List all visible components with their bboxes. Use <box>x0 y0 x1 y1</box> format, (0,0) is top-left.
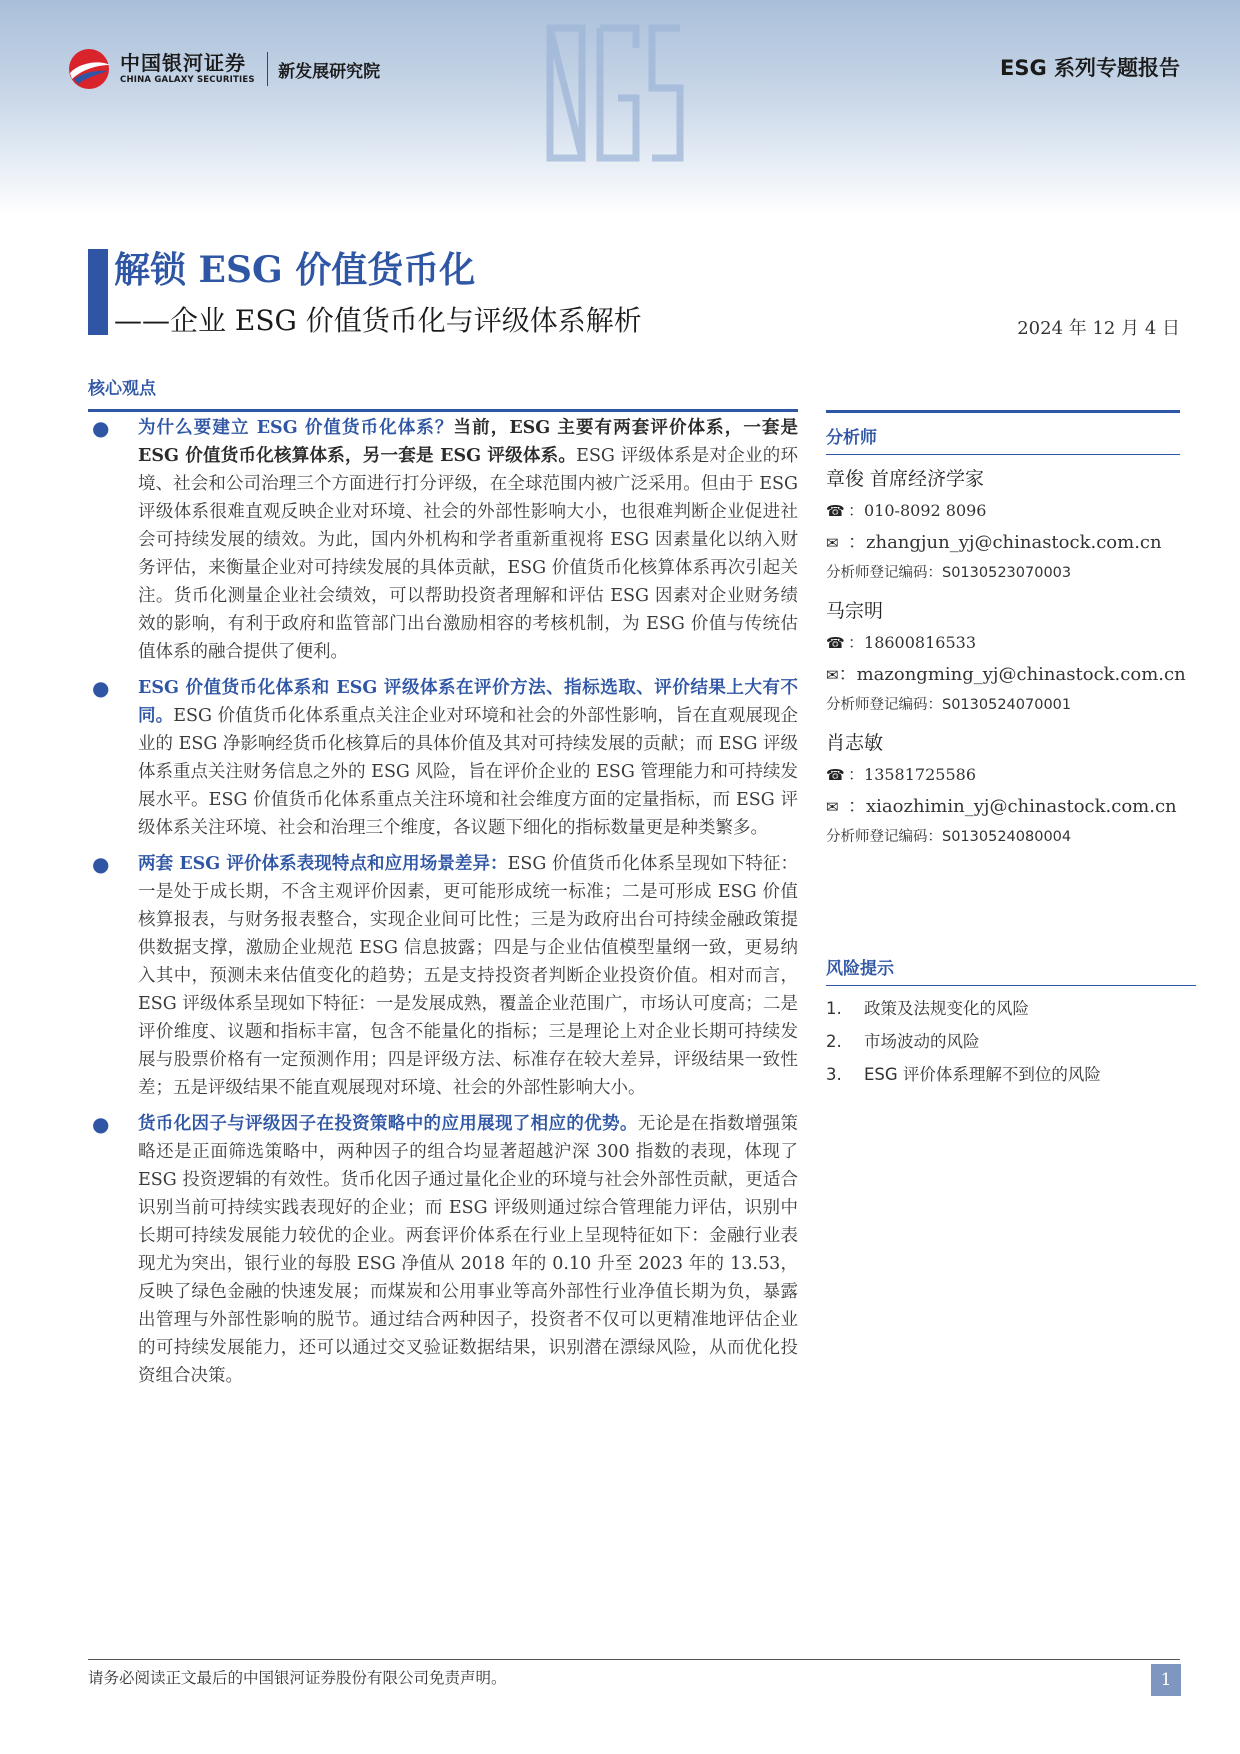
report-series: ESG 系列专题报告 <box>999 56 1180 80</box>
analyst-heading: 分析师 <box>826 413 1180 455</box>
institute-name: 新发展研究院 <box>278 61 381 82</box>
email-address[interactable]: xiaozhimin_yj@chinastock.com.cn <box>866 796 1177 817</box>
bullet-dot-icon: ● <box>92 676 110 700</box>
core-view-rule <box>88 409 798 412</box>
email-prefix: ： <box>838 664 857 685</box>
analyst-card <box>826 595 1186 719</box>
company-logo <box>66 46 380 92</box>
risk-text: 政策及法规变化的风险 <box>864 999 1029 1018</box>
logo-divider <box>267 52 269 86</box>
risk-number: 2. <box>826 1032 842 1051</box>
analyst-registration: 分析师登记编码：S0130524070001 <box>826 697 1072 713</box>
risk-text: ESG 评价体系理解不到位的风险 <box>864 1065 1101 1084</box>
email-prefix: ： <box>848 796 866 817</box>
email-icon: ✉ <box>826 534 839 552</box>
core-view-section <box>88 414 798 1398</box>
email-address[interactable]: zhangjun_yj@chinastock.com.cn <box>866 532 1162 553</box>
bullet-dot-icon: ● <box>92 416 110 440</box>
risk-item <box>826 992 1196 1025</box>
bullet-text <box>138 674 798 842</box>
risk-text: 市场波动的风险 <box>864 1032 980 1051</box>
phone-prefix: ： <box>848 765 865 784</box>
core-bullet <box>88 674 798 842</box>
footer-rule <box>88 1659 1180 1660</box>
bullet-text <box>138 1110 798 1390</box>
report-title: 解锁 ESG 价值货币化 <box>114 249 476 291</box>
analyst-card <box>826 463 1180 587</box>
analyst-phone <box>826 759 1180 791</box>
analyst-phone <box>826 495 1180 527</box>
galaxy-logo-icon <box>66 46 112 92</box>
core-bullet <box>88 414 798 666</box>
logo-english-name: CHINA GALAXY SECURITIES <box>120 75 255 85</box>
cgs-watermark-logo <box>540 8 700 168</box>
title-accent-bar <box>88 249 108 335</box>
bullet-dot-icon: ● <box>92 1112 110 1136</box>
email-prefix: ： <box>848 532 866 553</box>
risk-panel <box>826 944 1196 1091</box>
bullet-text <box>138 850 798 1102</box>
email-address[interactable]: mazongming_yj@chinastock.com.cn <box>856 664 1186 685</box>
analyst-email[interactable] <box>826 659 1186 691</box>
phone-icon: ☎ <box>826 502 845 520</box>
bullet-body: ESG 评级体系是对企业的环境、社会和公司治理三个方面进行打分评级，在全球范围内被广泛采用。但由于 ESG 评级体系很难直观反映企业对环境、社会的外部性影响大小，也很难判断企业促进社会可持续发展的绩效。为此，国内外机构和学者重新重视将 ESG 因素量化以纳入财务评估，来衡量企业对可持续发展的具体贡献，ESG 价值货币化核算体系再次引起关注。货币化测量企业社会绩效，可以帮助投资者理解和评估 ESG 因素对企业财务绩效的影响，有利于政府和监管部门出台激励相容的考核机制，为 ESG 价值与传统估值体系的融合提供了便利。 <box>138 446 798 662</box>
bullet-body: ESG 价值货币化体系呈现如下特征：一是处于成长期，不含主观评价因素，更可能形成统一标准；二是可形成 ESG 价值核算报表，与财务报表整合，实现企业间可比性；三是为政府出台可持续金融政策提供数据支撑，激励企业规范 ESG 信息披露；四是与企业估值模型量纲一致，更易纳入其中，预测未来估值变化的趋势；五是支持投资者判断企业投资价值。相对而言，ESG 评级体系呈现如下特征：一是发展成熟，覆盖企业范围广，市场认可度高；二是评价维度、议题和指标丰富，包含不能量化的指标；三是理论上对企业长期可持续发展与股票价格有一定预测作用；四是评级方法、标准存在较大差异，评级结果一致性差；五是评级结果不能直观展现对环境、社会的外部性影响大小。 <box>138 854 798 1098</box>
bullet-text <box>138 414 798 666</box>
bullet-dot-icon: ● <box>92 852 110 876</box>
core-view-heading: 核心观点 <box>88 379 156 399</box>
report-date: 2024 年 12 月 4 日 <box>1017 318 1180 339</box>
core-bullet <box>88 1110 798 1390</box>
analyst-name: 章俊 首席经济学家 <box>826 468 985 490</box>
bullet-emphasis: 当前，ESG 主要有两套评价体系，一套是 ESG 价值货币化核算体系，另一套是 ESG 评级体系。 <box>138 418 798 466</box>
bullet-lead: ESG 价值货币化体系和 ESG 评级体系在评价方法、指标选取、评价结果上大有不同。 <box>138 678 798 726</box>
phone-number: 13581725586 <box>864 765 976 784</box>
footer-disclaimer: 请务必阅读正文最后的中国银河证券股份有限公司免责声明。 <box>88 1669 507 1687</box>
phone-prefix: ： <box>848 633 865 652</box>
phone-number: 18600816533 <box>864 633 976 652</box>
bullet-lead: 货币化因子与评级因子在投资策略中的应用展现了相应的优势。 <box>138 1114 638 1134</box>
analyst-panel <box>826 410 1186 851</box>
page-number: 1 <box>1151 1664 1181 1696</box>
bullet-body: 无论是在指数增强策略还是正面筛选策略中，两种因子的组合均显著超越沪深 300 指数的表现，体现了 ESG 投资逻辑的有效性。货币化因子通过量化企业的环境与社会外部性贡献，更适合识别当前可持续实践表现好的企业；而 ESG 评级则通过综合管理能力评估，识别中长期可持续发展能力较优的企业。两套评价体系在行业上呈现特征如下：金融行业表现尤为突出，银行业的每股 ESG 净值从 2018 年的 0.10 升至 2023 年的 13.53，反映了绿色金融的快速发展；而煤炭和公用事业等高外部性行业净值长期为负，暴露出管理与外部性影响的脱节。通过结合两种因子，投资者不仅可以更精准地评估企业的可持续发展能力，还可以通过交叉验证数据结果，识别潜在漂绿风险，从而优化投资组合决策。 <box>138 1114 799 1386</box>
risk-item <box>826 1025 1196 1058</box>
email-icon: ✉ <box>826 666 839 684</box>
analyst-name: 肖志敏 <box>826 732 884 754</box>
analyst-registration: 分析师登记编码：S0130524080004 <box>826 829 1072 845</box>
phone-number: 010-8092 8096 <box>864 501 987 520</box>
analyst-email[interactable] <box>826 791 1180 823</box>
risk-number: 1. <box>826 999 842 1018</box>
analyst-card <box>826 727 1180 851</box>
phone-prefix: ： <box>848 501 865 520</box>
analyst-registration: 分析师登记编码：S0130523070003 <box>826 565 1072 581</box>
risk-list <box>826 992 1196 1091</box>
email-icon: ✉ <box>826 798 839 816</box>
analyst-email[interactable] <box>826 527 1180 559</box>
analyst-name: 马宗明 <box>826 600 884 622</box>
bullet-lead: 两套 ESG 评价体系表现特点和应用场景差异： <box>138 854 508 874</box>
analyst-phone <box>826 627 1180 659</box>
phone-icon: ☎ <box>826 634 845 652</box>
phone-icon: ☎ <box>826 766 845 784</box>
risk-number: 3. <box>826 1065 842 1084</box>
risk-item <box>826 1058 1196 1091</box>
bullet-body: ESG 价值货币化体系重点关注企业对环境和社会的外部性影响，旨在直观展现企业的 ESG 净影响经货币化核算后的具体价值及其对可持续发展的贡献；而 ESG 评级体系重点关注财务信息之外的 ESG 风险，旨在评价企业的 ESG 管理能力和可持续发展水平。ESG 价值货币化体系重点关注环境和社会维度方面的定量指标，而 ESG 评级体系关注环境、社会和治理三个维度，各议题下细化的指标数量更是种类繁多。 <box>138 706 798 838</box>
logo-chinese-name: 中国银河证券 <box>120 51 246 75</box>
bullet-lead: 为什么要建立 ESG 价值货币化体系？ <box>138 418 454 438</box>
risk-heading: 风险提示 <box>826 944 1196 986</box>
report-subtitle: ——企业 ESG 价值货币化与评级体系解析 <box>114 304 642 337</box>
core-bullet <box>88 850 798 1102</box>
